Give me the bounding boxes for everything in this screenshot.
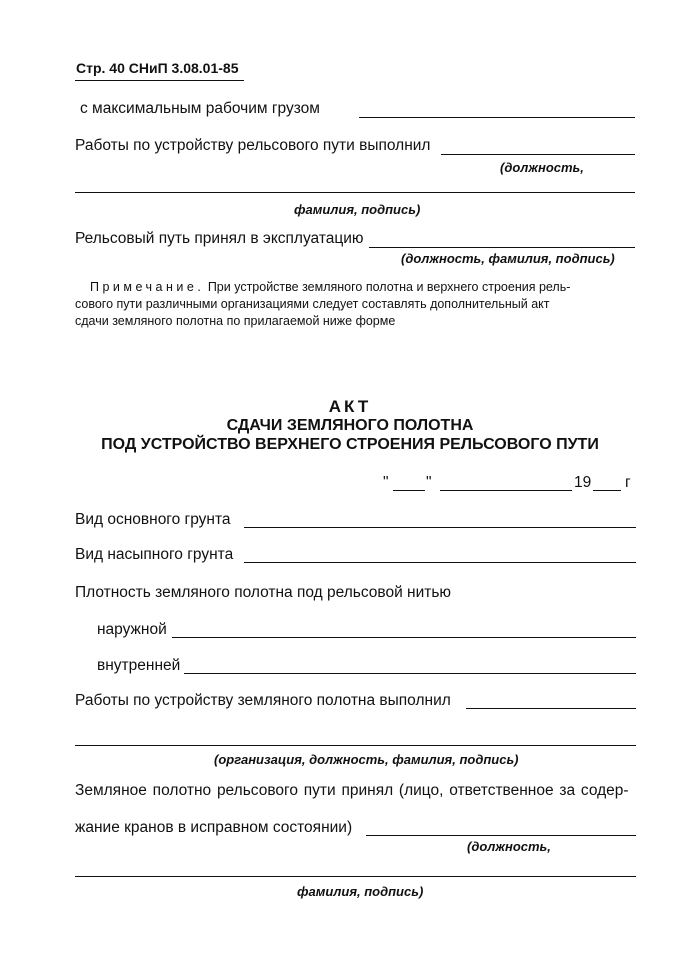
hint-position-2: (должность, bbox=[467, 839, 551, 854]
act-subtitle-1: СДАЧИ ЗЕМЛЯНОГО ПОЛОТНА bbox=[226, 417, 474, 434]
date-quote-close: " bbox=[426, 474, 432, 491]
max-load-label: с максимальным рабочим грузом bbox=[80, 100, 320, 117]
ground-accepted-line[interactable] bbox=[366, 835, 636, 836]
date-year-line bbox=[593, 490, 621, 491]
outer-label: наружной bbox=[97, 621, 167, 638]
max-load-line bbox=[359, 117, 635, 118]
hint-org: (организация, должность, фамилия, подпись) bbox=[214, 752, 519, 767]
accepted-label: Рельсовый путь принял в эксплуатацию bbox=[75, 230, 364, 247]
date-month-line bbox=[440, 490, 572, 491]
hint-name-sign-2: фамилия, подпись) bbox=[297, 884, 424, 899]
note-label: Примечание. bbox=[90, 280, 205, 294]
act-title: АКТ bbox=[328, 397, 372, 416]
ground-accepted-label-2: жание кранов в исправном состоянии) bbox=[75, 819, 353, 836]
note-text-1: При устройстве земляного полотна и верхнего строения рель- bbox=[207, 280, 571, 294]
works-track-label: Работы по устройству рельсового пути выполнил bbox=[75, 137, 431, 154]
accepted-line bbox=[369, 247, 635, 248]
works-ground-label: Работы по устройству земляного полотна выполнил bbox=[75, 692, 451, 709]
works-track-line-2 bbox=[75, 192, 635, 193]
date-year-prefix: 19 bbox=[574, 474, 592, 491]
hint-full: (должность, фамилия, подпись) bbox=[401, 251, 615, 266]
works-track-line bbox=[441, 154, 635, 155]
outer-line[interactable] bbox=[172, 637, 636, 638]
header-rule bbox=[75, 80, 244, 81]
note-line-1 bbox=[90, 279, 570, 296]
date-day-line bbox=[393, 490, 425, 491]
page-header: Стр. 40 СНиП 3.08.01-85 bbox=[76, 60, 239, 76]
works-ground-line-2[interactable] bbox=[75, 745, 636, 746]
note-line-3: сдачи земляного полотна по прилагаемой ниже форме bbox=[75, 314, 396, 328]
density-label: Плотность земляного полотна под рельсовой нитью bbox=[75, 584, 452, 601]
ground-accepted-line-2[interactable] bbox=[75, 876, 636, 877]
inner-line[interactable] bbox=[184, 673, 636, 674]
fill-soil-label: Вид насыпного грунта bbox=[75, 546, 234, 563]
main-soil-label: Вид основного грунта bbox=[75, 511, 231, 528]
date-suffix: г bbox=[625, 474, 631, 491]
main-soil-line[interactable] bbox=[244, 527, 636, 528]
note-line-2: сового пути различными организациями следует составлять дополнительный акт bbox=[75, 297, 550, 311]
act-subtitle-2: ПОД УСТРОЙСТВО ВЕРХНЕГО СТРОЕНИЯ РЕЛЬСОВОГО ПУТИ bbox=[101, 436, 599, 453]
date-quote-open: " bbox=[383, 474, 389, 491]
ground-accepted-label-1: Земляное полотно рельсового пути принял (лицо, ответственное за содер- bbox=[75, 782, 629, 799]
hint-name-sign: фамилия, подпись) bbox=[294, 202, 421, 217]
inner-label: внутренней bbox=[97, 657, 181, 674]
works-ground-line[interactable] bbox=[466, 708, 636, 709]
hint-position: (должность, bbox=[500, 160, 584, 175]
fill-soil-line[interactable] bbox=[244, 562, 636, 563]
